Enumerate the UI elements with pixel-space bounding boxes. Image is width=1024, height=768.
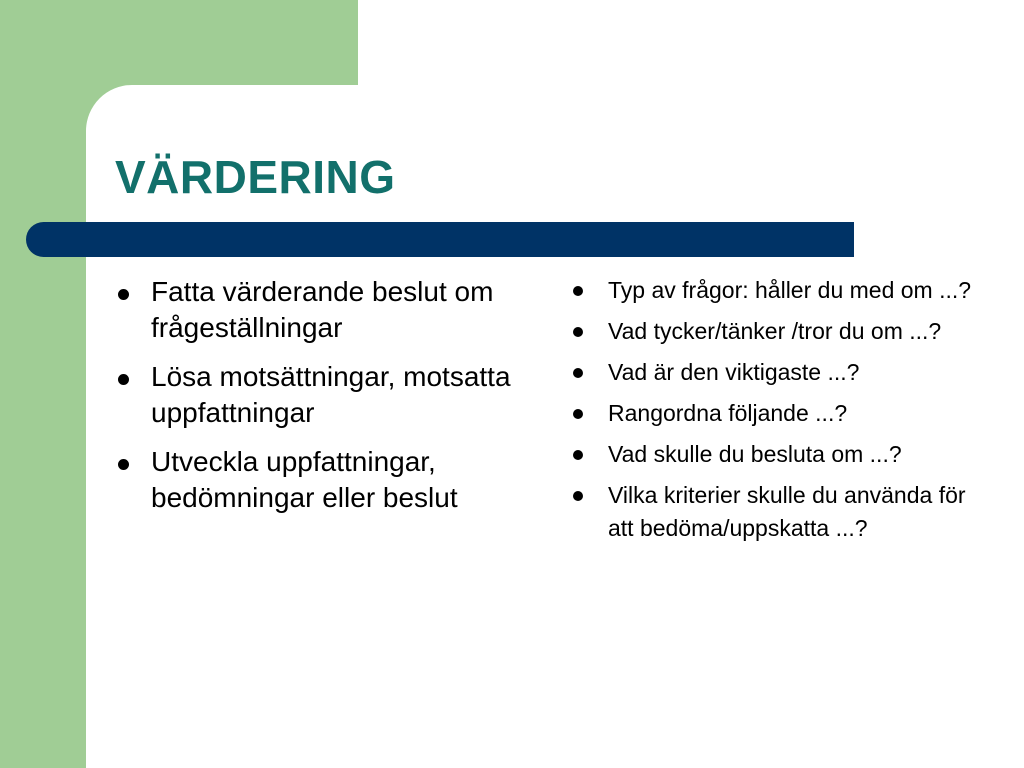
bullet-dot-icon [573,368,583,378]
bullet-dot-icon [573,286,583,296]
right-bullet-item [572,397,992,430]
bullet-text: Vad skulle du besluta om ...? [608,441,902,467]
bullet-text: Rangordna följande ...? [608,400,848,426]
bullet-text: Utveckla uppfattningar, bedömningar eller beslut [151,446,458,513]
right-bullet-list [572,274,992,553]
bullet-dot-icon [118,374,129,385]
bullet-text: Lösa motsättningar, motsatta uppfattningar [151,361,511,428]
bullet-dot-icon [573,327,583,337]
bullet-dot-icon [573,450,583,460]
right-bullet-item [572,274,992,307]
title-underline-bar [26,222,854,257]
bullet-text: Typ av frågor: håller du med om ...? [608,277,972,303]
bullet-text: Vad är den viktigaste ...? [608,359,860,385]
right-bullet-item [572,315,992,348]
left-bullet-item [115,274,540,346]
right-bullet-item [572,356,992,389]
bullet-dot-icon [573,491,583,501]
left-bullet-item [115,359,540,431]
right-bullet-item [572,479,992,545]
bullet-dot-icon [118,289,129,300]
bullet-dot-icon [573,409,583,419]
bullet-dot-icon [118,459,129,470]
bullet-text: Vad tycker/tänker /tror du om ...? [608,318,942,344]
left-bullet-list [115,274,540,529]
left-bullet-item [115,444,540,516]
bullet-text: Vilka kriterier skulle du använda för att bedöma/uppskatta ...? [608,482,966,541]
slide-title: VÄRDERING [115,151,396,203]
right-bullet-item [572,438,992,471]
bullet-text: Fatta värderande beslut om frågeställningar [151,276,494,343]
